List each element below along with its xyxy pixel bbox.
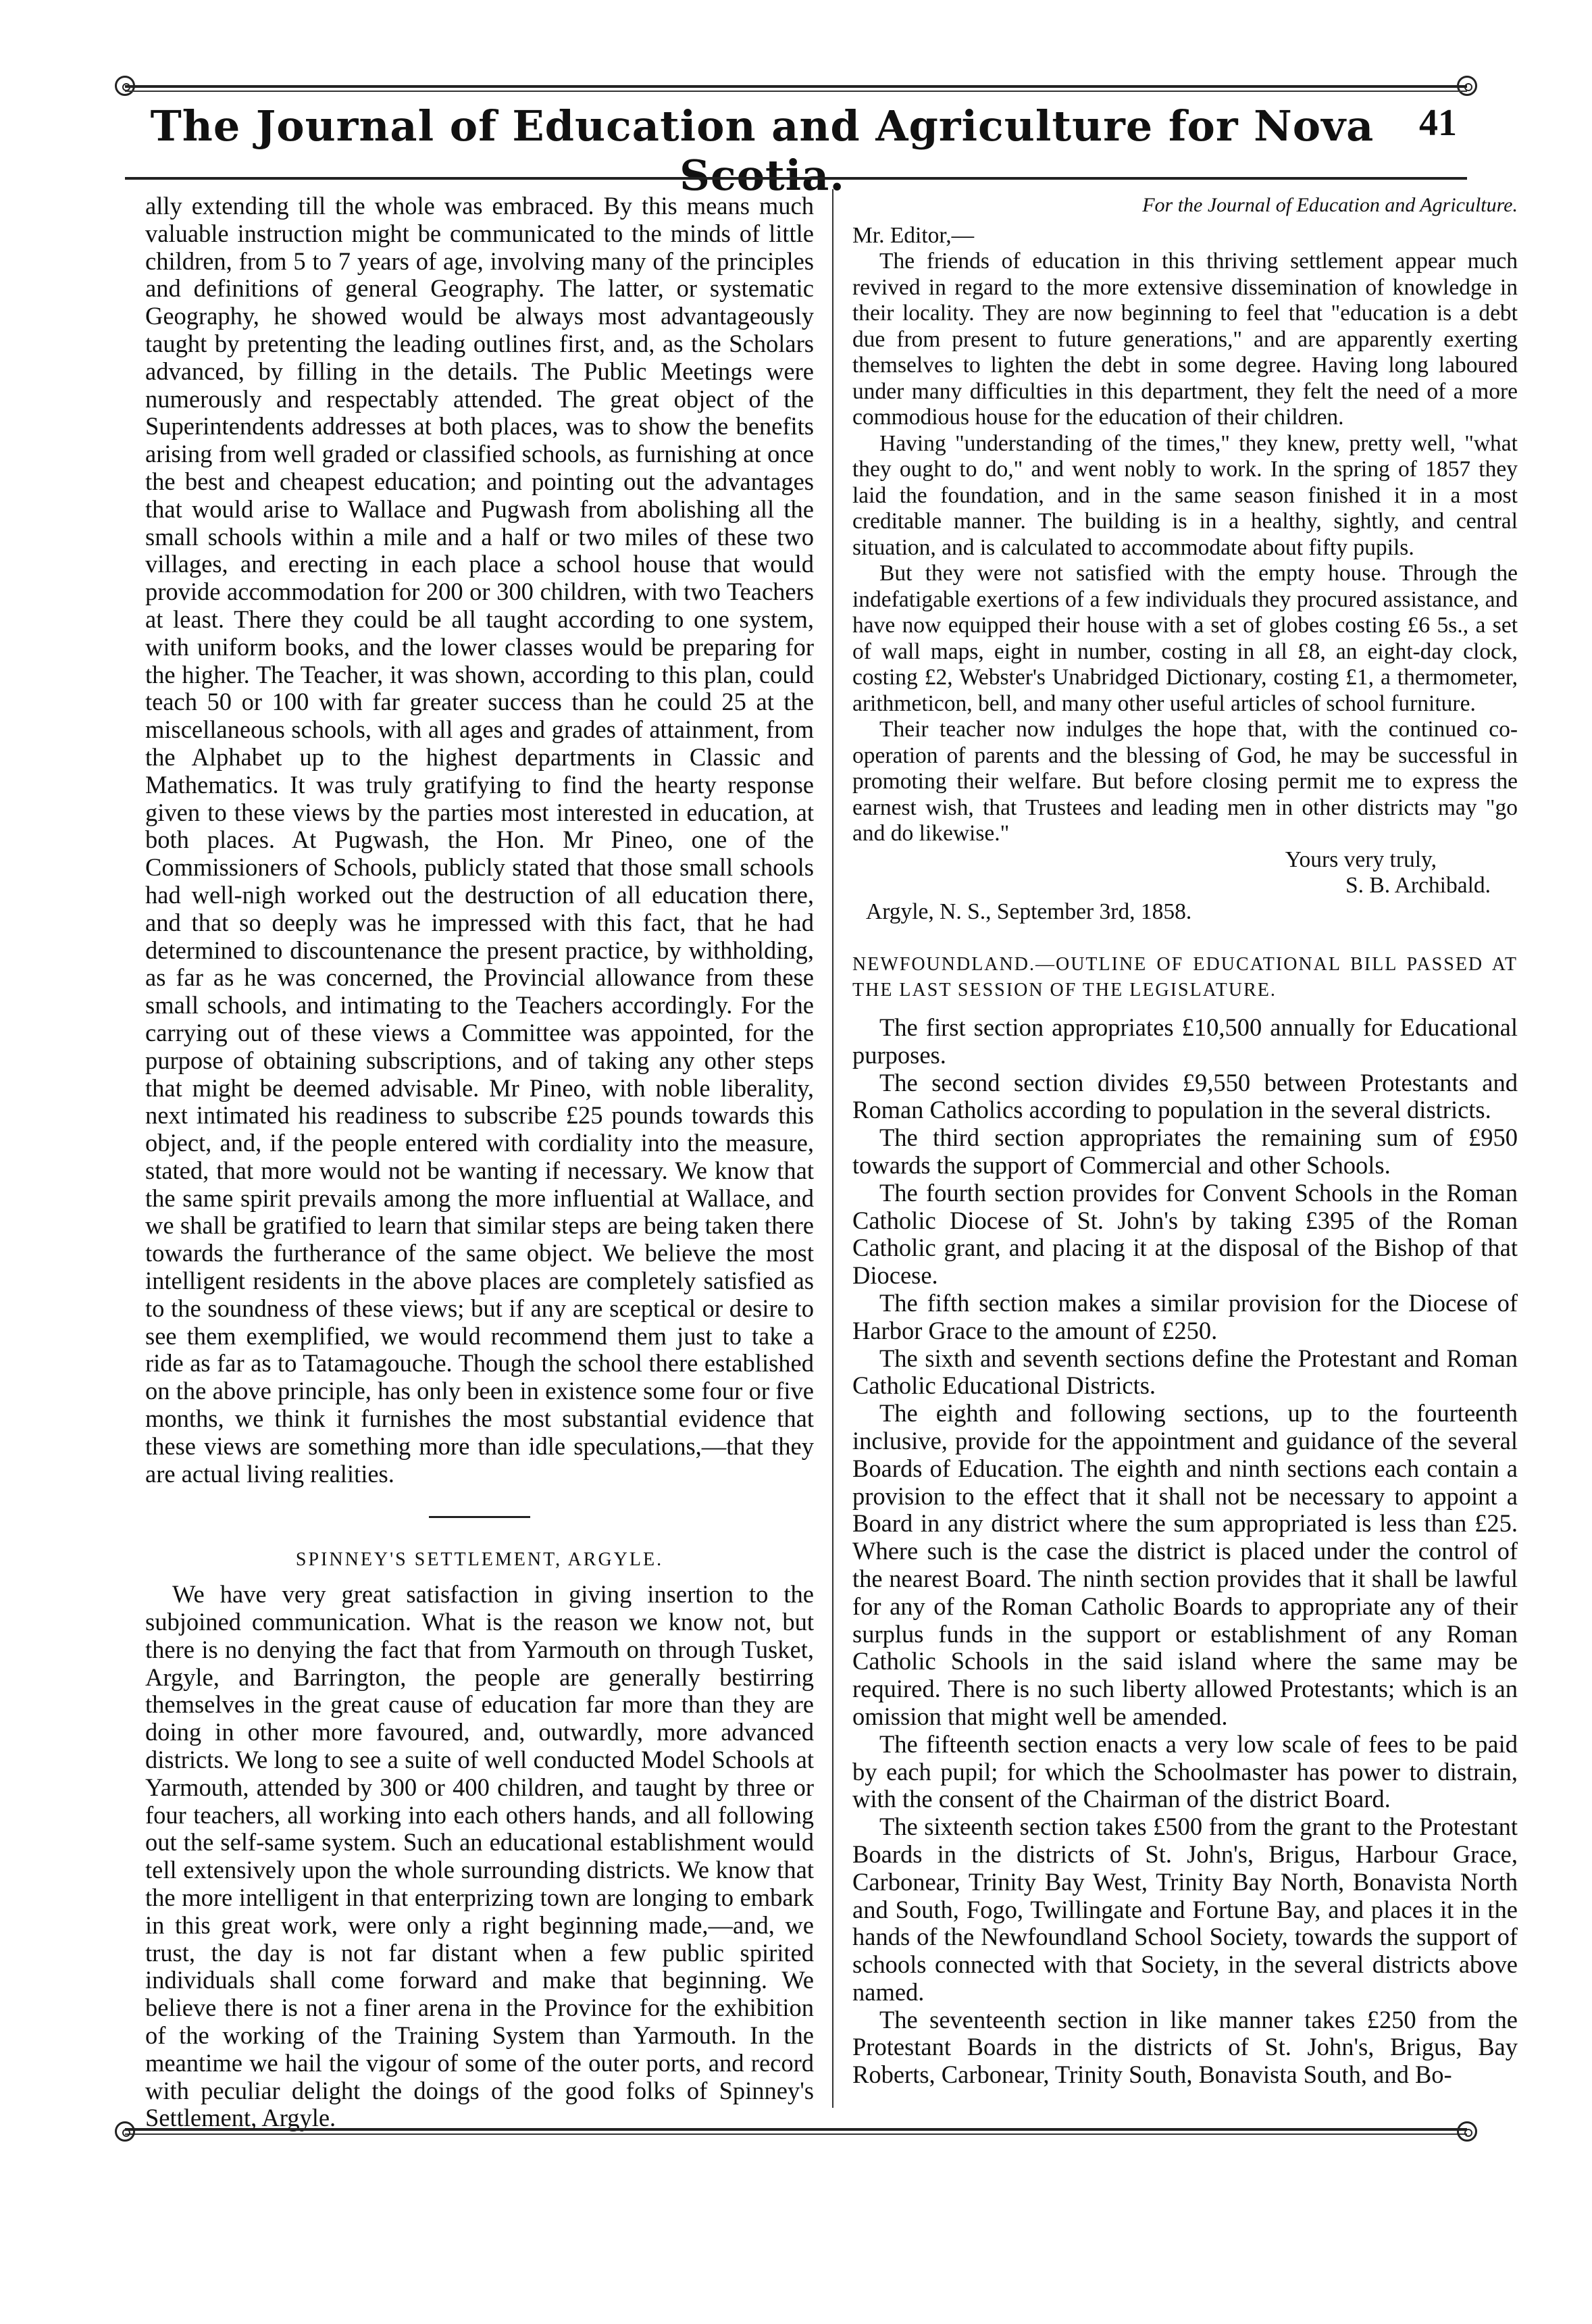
section-heading: NEWFOUNDLAND.—OUTLINE OF EDUCATIONAL BILL PASSED AT THE LAST SESSION OF THE LEGISLATURE. <box>852 954 1518 1001</box>
bill-section: The eighth and following sections, up to the fourteenth inclusive, provide for the appointment and guidance of the several Boards of Education. The eighth and ninth sections each contain a provision to the effect that it shall not be necessary to appoint a Board in any district where the sum appropriated is less than £25. Where such is the case the district is placed under the control of the nearest Board. The ninth section provides that it shall be lawful for any of the Roman Catholic Boards to appropriate any of their surplus funds in the support or establishment of any Roman Catholic Schools in the said island where the same may be required. There is no such liberty allowed Protestants; which is an omission that might well be amended. <box>852 1399 1518 1730</box>
corner-ornament-bottom-right <box>1457 2121 1477 2142</box>
bill-section: The fourth section provides for Convent Schools in the Roman Catholic Diocese of St. John's by taking £395 of the Roman Catholic grant, and placing it at the disposal of the Bishop of that Diocese. <box>852 1178 1518 1290</box>
bottom-border-rule-inner <box>125 2133 1467 2135</box>
bill-section: The third section appropriates the remaining sum of £950 towards the support of Commercial and other Schools. <box>852 1123 1518 1179</box>
top-border-rule-inner <box>125 91 1467 92</box>
letter-closing: Yours very truly, <box>1285 847 1437 872</box>
letter-attribution: For the Journal of Education and Agriculture. <box>1142 194 1518 216</box>
page-number: 41 <box>1419 102 1457 144</box>
letter-paragraph: Having "understanding of the times," they knew, pretty well, "what they ought to do," and went nobly to work. In the spring of 1857 they laid the foundation, and in the same season finished it in a most creditable manner. The building is in a healthy, sightly, and central situation, and is calculated to accommodate about fifty pupils. <box>852 430 1518 560</box>
letter-dateline: Argyle, N. S., September 3rd, 1858. <box>866 899 1192 924</box>
corner-ornament-bottom-left <box>115 2121 135 2142</box>
bill-section: The seventeenth section in like manner takes £250 from the Protestant Boards in the districts of St. John's, Brigus, Bay Roberts, Carbonear, Trinity South, Bonavista South, and Bo- <box>852 2005 1518 2089</box>
article-heading: SPINNEY'S SETTLEMENT, ARGYLE. <box>295 1549 664 1571</box>
page-header <box>149 101 1457 200</box>
letter-signature: S. B. Archibald. <box>1345 873 1491 898</box>
bill-section: The sixth and seventh sections define the Protestant and Roman Catholic Educational Districts. <box>852 1344 1518 1400</box>
letter-paragraph: The friends of education in this thriving settlement appear much revived in regard to the more extensive dissemination of knowledge in their locality. They are now beginning to feel that "education is a debt due from present to future generations," and are apparently exerting themselves to lighten the debt in some degree. Having long laboured under many difficulties in this department, they felt the need of a more commodious house for the education of their children. <box>852 249 1518 430</box>
bill-section: The sixteenth section takes £500 from the grant to the Protestant Boards in the districts of St. John's, Brigus, Harbour Grace, Carbonear, Trinity Bay West, Trinity Bay North, Bonavista North and South, Fogo, Twillingate and Fortune Bay, and places it in the hands of the Newfoundland School Society, towards the support of schools connected with that Society, in the several districts above named. <box>852 1813 1518 2006</box>
bill-section: The fifteenth section enacts a very low scale of fees to be paid by each pupil; for which the Schoolmaster has power to distrain, with the consent of the Chairman of the district Board. <box>852 1729 1518 1813</box>
article-continuation: ally extending till the whole was embraced. By this means much valuable instruction might be communicated to the minds of little children, from 5 to 7 years of age, involving many of the principles and definitions of general Geography. The latter, or systematic Geography, he showed would be always most advantageously taught by pretenting the leading outlines first, and, as the Scholars advanced, by filling in the details. The Public Meetings were numerously and respectably attended. The great object of the Superintendents addresses at both places, was to show the benefits arising from well graded or classified schools, as furnishing at once the best and cheapest education; and pointing out the advantages that would arise to Wallace and Pugwash from abolishing all the small schools within a mile and a half or two miles of these two villages, and erecting in each place a school house that would provide accommodation for 200 or 300 children, with two Teachers at least. There they could be all taught according to one system, with uniform books, and the lower classes would be preparing for the higher. The Teacher, it was shown, according to this plan, could teach 50 or 100 with far greater success than he could 25 at the miscellaneous schools, with all ages and grades of attainment, from the Alphabet up to the highest departments in Classic and Mathematics. It was truly gratifying to find the hearty response given to these views by the parties most interested in education, at both places. At Pugwash, the Hon. Mr Pineo, one of the Commissioners of Schools, publicly stated that those small schools had well-nigh worked out the destruction of all education there, and that so deeply was he impressed with this fact, that he had determined to discountenance the present practice, by withholding, as far as he was concerned, the Provincial allowance from these small schools, and intimating to the Teachers accordingly. For the carrying out of these views a Committee was appointed, for the purpose of obtaining subscriptions, and of taking any other steps that might be deemed advisable. Mr Pineo, with noble liberality, next intimated his readiness to subscribe £25 pounds towards this object, and, if the people entered with cordiality into the measure, stated, that more would not be wanting if necessary. We know that the same spirit prevails among the more influential at Wallace, and we shall be gratified to learn that similar steps are being taken there towards the furtherance of the same object. We believe the most intelligent residents in the above places are completely satisfied as to the soundness of these views; but if any are sceptical or desire to see them exemplified, we would recommend them just to take a ride as far as to Tatamagouche. Though the school there established on the above principle, has only been in existence some four or five months, we think it furnishes the most substantial evidence that these views are something more than idle speculations,—that they are actual living realities. <box>145 192 814 1488</box>
article-separator <box>429 1516 530 1518</box>
article-body: We have very great satisfaction in giving insertion to the subjoined communication. What is the reason we know not, but there is no denying the fact that from Yarmouth on through Tusket, Argyle, and Barrington, the people are generally bestirring themselves in the great cause of education far more than they are doing in other more favoured, and, outwardly, more advanced districts. We long to see a suite of well conducted Model Schools at Yarmouth, attended by 300 or 400 children, and taught by three or four teachers, all working into each others hands, and all following out the self-same system. Such an educational establishment would tell extensively upon the whole surrounding districts. We know that the more intelligent in that enterprizing town are longing to embark in this great work, were only a right beginning made,—and, we trust, the day is not far distant when a few public spirited individuals shall come forward and make that beginning. We believe there is not a finer arena in the Province for the exhibition of the working of the Training System than Yarmouth. In the meantime we hail the vigour of some of the outer ports, and record with peculiar delight the doings of the good folks of Spinney's Settlement, Argyle. <box>145 1580 814 2132</box>
journal-title: The Journal of Education and Agriculture for Nova Scotia. <box>150 101 1375 200</box>
bill-section: The first section appropriates £10,500 annually for Educational purposes. <box>852 1013 1518 1069</box>
bill-section: The second section divides £9,550 between Protestants and Roman Catholics according to population in the several districts. <box>852 1068 1518 1124</box>
bottom-border-rule <box>125 2128 1467 2131</box>
letter-paragraph: But they were not satisfied with the empty house. Through the indefatigable exertions of a few individuals they procured assistance, and have now equipped their house with a set of globes costing £6 5s., a set of wall maps, eight in number, costing in all £8, an eight-day clock, costing £2, Webster's Unabridged Dictionary, costing £1, a thermometer, arithmeticon, bell, and many other useful articles of school furniture. <box>852 561 1518 716</box>
left-column <box>145 192 814 2132</box>
letter-paragraph: Their teacher now indulges the hope that, with the continued co-operation of parents and the blessing of God, he may be successful in promoting their welfare. But before closing permit me to express the earnest wish, that Trustees and leading men in other districts may "go and do likewise." <box>852 717 1518 846</box>
top-border-rule <box>125 85 1467 88</box>
letter-salutation: Mr. Editor,— <box>852 222 975 248</box>
bill-section: The fifth section makes a similar provision for the Diocese of Harbor Grace to the amount of £250. <box>852 1288 1518 1344</box>
right-column <box>852 193 1518 2104</box>
header-rule <box>125 177 1467 180</box>
column-divider <box>832 189 833 2108</box>
